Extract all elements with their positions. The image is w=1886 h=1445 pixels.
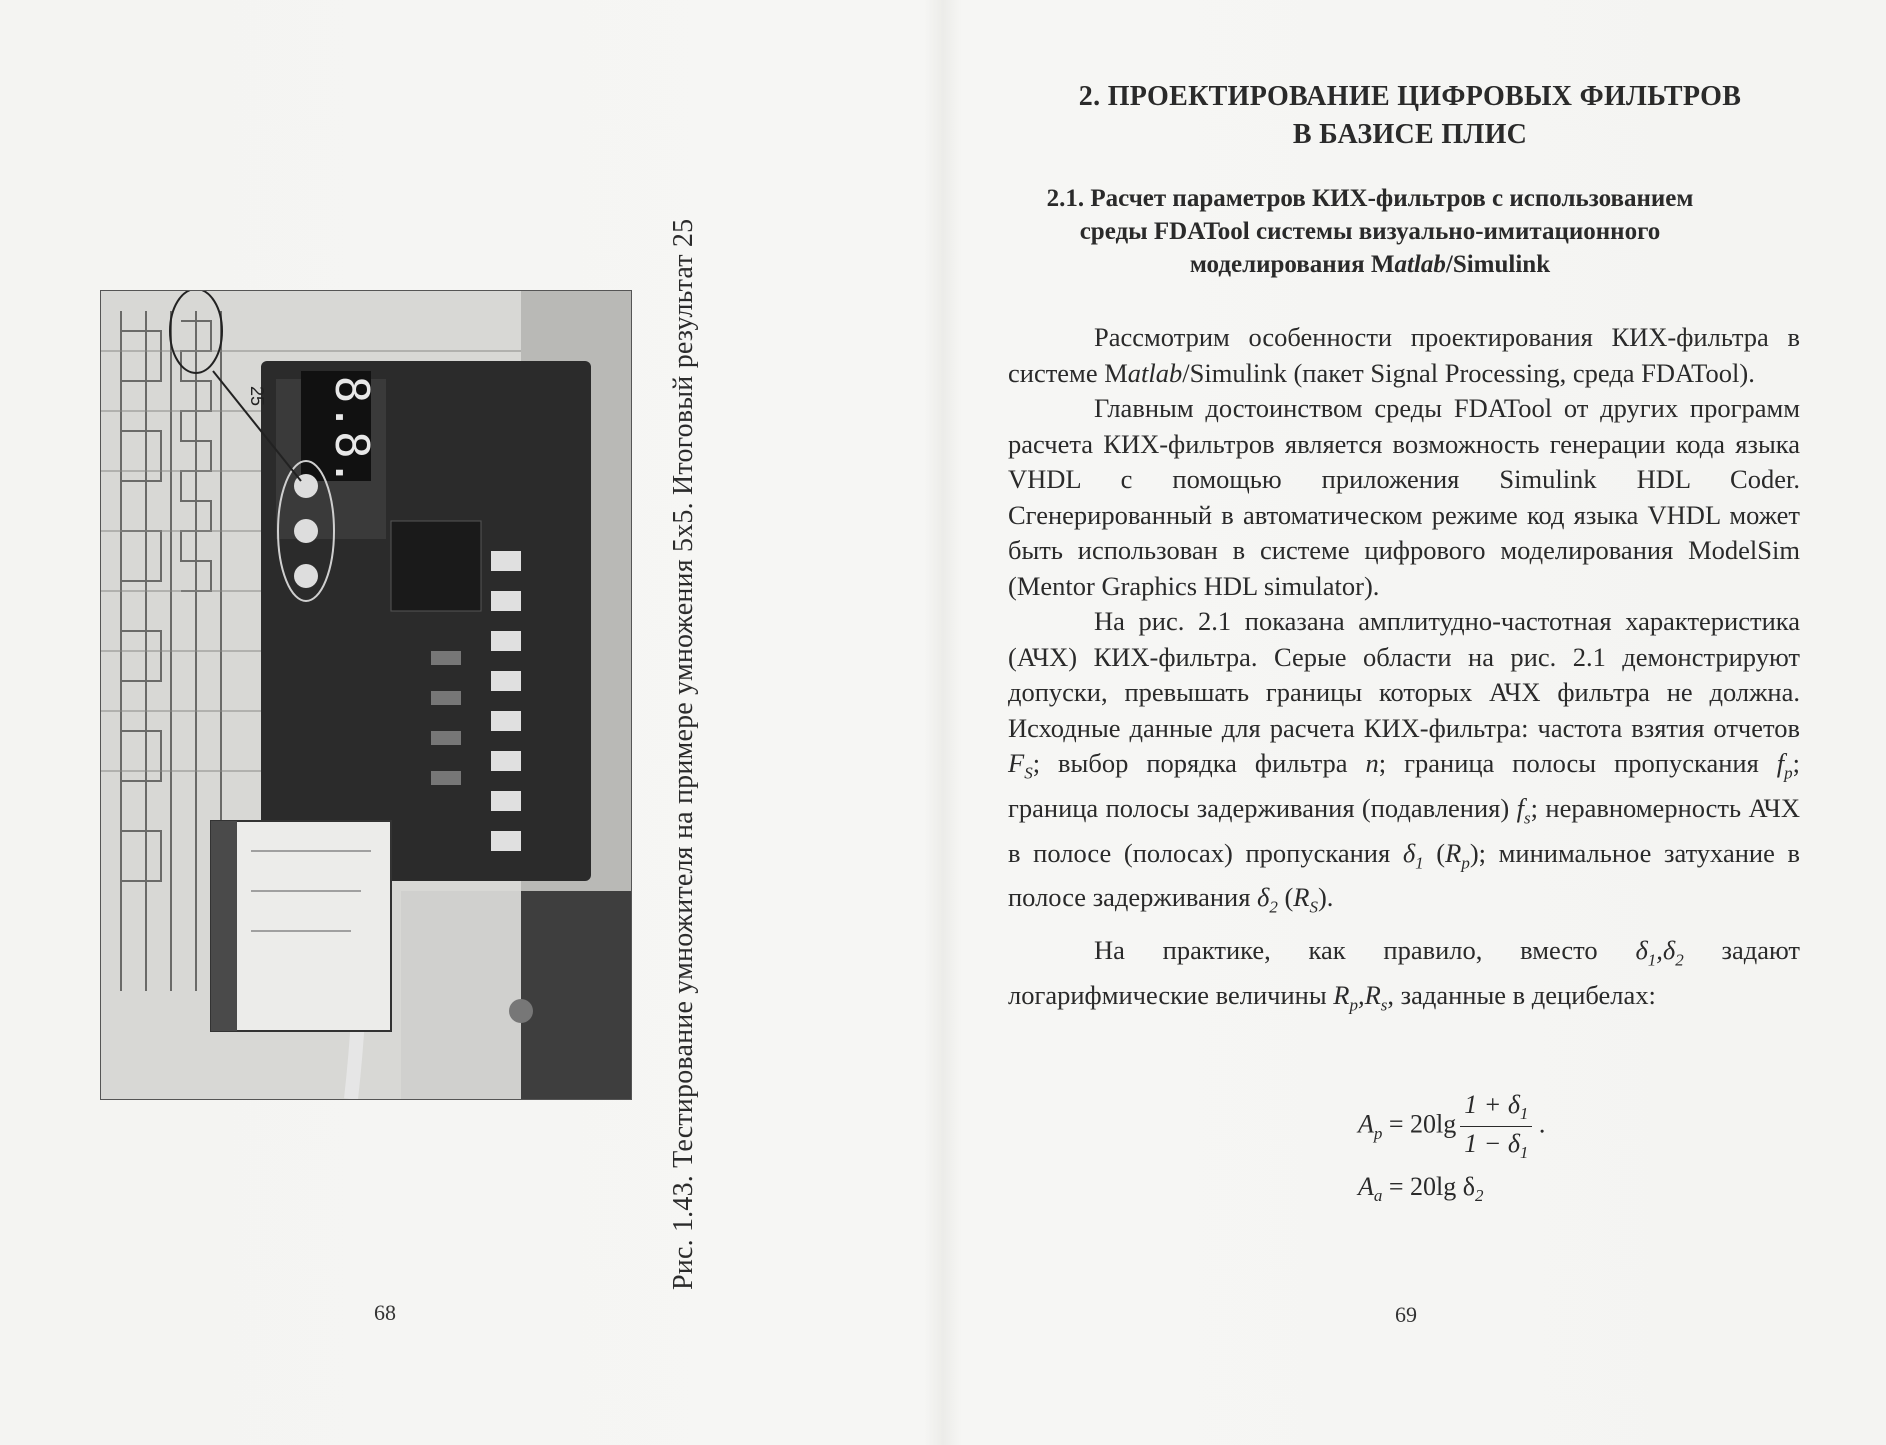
p1-a: Рассмотрим особенности проектирования КИХ-фильтра в системе M (1008, 322, 1800, 388)
equation-Ap (1358, 1090, 1545, 1163)
equation-Aa (1358, 1172, 1484, 1206)
p3-end: ). (1317, 882, 1334, 913)
symbol-R-pair: $R_p,R_s$ (1333, 979, 1388, 1015)
left-page (0, 0, 940, 1445)
photo-label-25: 25 (247, 386, 267, 407)
p4-delta-b: δ (1662, 935, 1676, 966)
eq1-den-sub: 1 (1519, 1143, 1529, 1163)
paragraph-3 (1008, 604, 1800, 925)
p3-c: ; граница полосы пропускания (1378, 748, 1777, 778)
symbol-delta1-sub: 1 (1415, 852, 1424, 872)
p3-d: ; граница полосы задерживания (подавления) (1008, 748, 1801, 823)
symbol-Fs-base: F (1008, 748, 1025, 778)
symbol-Rp-sub: p (1461, 852, 1470, 872)
right-page (940, 0, 1886, 1445)
p4-c: , заданные в децибелах: (1387, 979, 1656, 1010)
section-title-line3-c: /Simulink (1445, 251, 1551, 278)
eq1-fraction (1460, 1090, 1532, 1163)
symbol-fp (1776, 748, 1793, 783)
fpga-board-photo (100, 290, 632, 1100)
p4-b: задают логарифмические величины (1008, 935, 1800, 1010)
symbol-delta2 (1257, 882, 1278, 917)
symbol-delta1 (1402, 837, 1424, 872)
symbol-Rs-base: R (1293, 882, 1310, 913)
symbol-Fs-sub: S (1024, 763, 1033, 783)
fpga-board-illustration (101, 291, 631, 1099)
p4-delta-a: δ (1635, 935, 1648, 966)
eq1-numerator (1460, 1090, 1532, 1127)
p3-e: ; неравномерность АЧХ в полосе (полосах) пропускания (1008, 792, 1800, 868)
eq1-eq: = 20lg (1382, 1109, 1457, 1139)
chapter-title-line2: В БАЗИСЕ ПЛИС (1292, 119, 1528, 150)
symbol-Rp-base: R (1445, 837, 1462, 868)
symbol-Rp (1445, 837, 1470, 872)
section-title-line2: среды FDATool системы визуально-имитационного (1079, 218, 1661, 245)
section-title-line3-b: atlab (1394, 251, 1446, 278)
eq1-denominator (1460, 1127, 1532, 1163)
section-title-line3-a: моделирования M (1189, 251, 1395, 278)
p3-rs-open: ( (1277, 882, 1294, 913)
eq2-rhs: = 20lg δ (1382, 1172, 1476, 1201)
symbol-delta1-base: δ (1402, 837, 1416, 868)
figure-caption: Рис. 1.43. Тестирование умножителя на примере умножения 5x5. Итоговый результат 25 (668, 218, 699, 1290)
svg-text:8.8.: 8.8. (325, 375, 379, 487)
symbol-n: n (1365, 748, 1379, 778)
p4-R-b-sub: s (1380, 995, 1388, 1015)
p4-R-a-sub: p (1349, 995, 1358, 1015)
eq2-rhs-sub: 2 (1475, 1186, 1484, 1206)
symbol-delta-pair: $\delta_1,\delta_2$ (1635, 935, 1684, 970)
eq1-dot: . (1532, 1109, 1546, 1139)
section-title (1020, 182, 1720, 281)
eq1-lhs-sub: p (1373, 1123, 1383, 1143)
eq2-lhs: A (1358, 1172, 1374, 1201)
figure-caption-wrap (660, 150, 708, 1290)
section-title-line3 (1020, 248, 1720, 281)
symbol-fs-base: f (1516, 792, 1524, 823)
eq1-lhs: A (1358, 1109, 1374, 1139)
symbol-delta2-base: δ (1257, 882, 1270, 913)
p4-R-a: R (1333, 979, 1350, 1010)
paragraph-2: Главным достоинством среды FDATool от других программ расчета КИХ-фильтров является возможность генерации кода языка VHDL с помощью приложения Simulink HDL Coder. Сгенерированный в автоматическом режиме код языка VHDL может быть использован в системе цифрового моделирования ModelSim (Mentor Graphics HDL simulator). (1008, 393, 1800, 601)
p4-R-b: R (1364, 979, 1381, 1010)
eq1-num-sub: 1 (1519, 1104, 1529, 1124)
symbol-Fs (1008, 748, 1033, 783)
p3-b: ; выбор порядка фильтра (1032, 748, 1366, 778)
symbol-Rs-sub: S (1309, 897, 1318, 917)
symbol-fs-sub: s (1523, 808, 1531, 828)
eq1-den: 1 − δ (1464, 1129, 1520, 1159)
eq1-num: 1 + δ (1464, 1090, 1520, 1119)
p3-a: На рис. 2.1 показана амплитудно-частотная характеристика (АЧХ) КИХ-фильтра. Серые области на рис. 2.1 демонстрируют допуски, превышать границы которых АЧХ фильтра не должна. Исходные данные для расчета КИХ-фильтра: частота взятия отчетов (1008, 606, 1800, 743)
body-text (1008, 320, 1800, 1023)
section-title-line1: 2.1. Расчет параметров КИХ-фильтров с использованием (1046, 185, 1694, 212)
symbol-fs (1516, 792, 1531, 828)
symbol-fp-sub: p (1784, 763, 1793, 783)
chapter-title-line1: 2. ПРОЕКТИРОВАНИЕ ЦИФРОВЫХ ФИЛЬТРОВ (1078, 81, 1742, 112)
page-number-left: 68 (374, 1300, 396, 1325)
paragraph-4 (1008, 933, 1800, 1023)
chapter-title (1060, 78, 1760, 154)
p4-delta-a-sub: 1 (1647, 950, 1657, 970)
symbol-delta2-sub: 2 (1269, 897, 1278, 917)
p3-rp-open: ( (1423, 837, 1446, 868)
p4-delta-b-sub: 2 (1675, 950, 1684, 970)
symbol-fp-base: f (1776, 748, 1785, 778)
symbol-Rs (1293, 882, 1318, 917)
page-number-right: 69 (1395, 1302, 1417, 1327)
p3-f: ); минимальное затухание в полосе задерживания (1008, 837, 1801, 913)
eq2-lhs-sub: a (1373, 1186, 1383, 1206)
p1-c: /Simulink (пакет Signal Processing, среда FDATool). (1182, 357, 1755, 388)
p1-b: atlab (1127, 357, 1183, 388)
paragraph-1 (1008, 320, 1800, 391)
p4-a: На практике, как правило, вместо (1094, 935, 1636, 966)
